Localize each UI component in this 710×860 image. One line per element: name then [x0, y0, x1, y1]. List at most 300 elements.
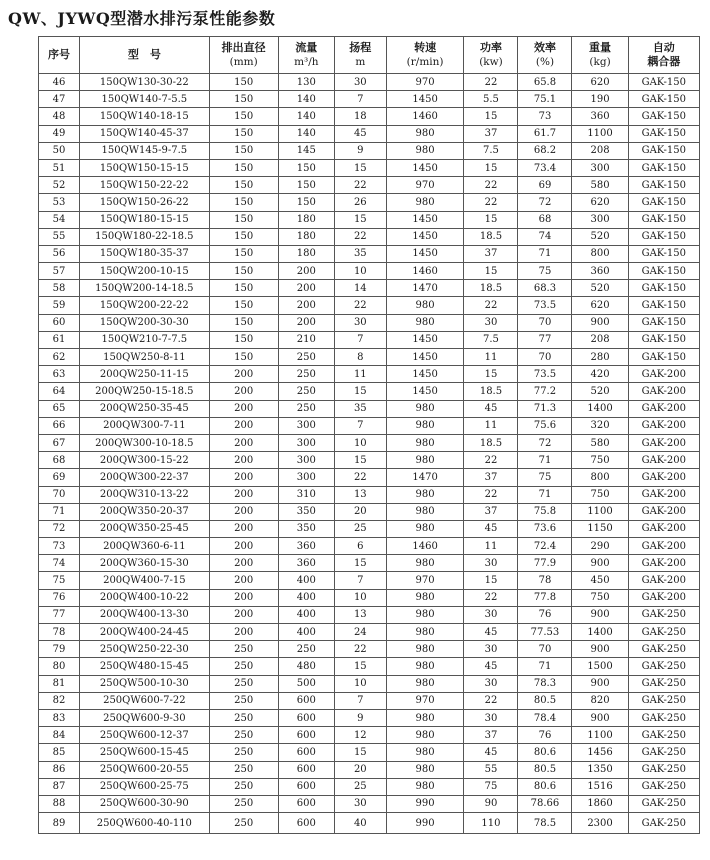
table-row [39, 641, 700, 658]
cell-efficiency: 68.2 [518, 142, 572, 159]
cell-no: 46 [39, 74, 80, 91]
cell-diameter: 150 [209, 349, 278, 366]
cell-coupling: GAK-250 [628, 795, 699, 812]
cell-diameter: 250 [209, 813, 278, 834]
cell-head: 45 [334, 125, 386, 142]
cell-speed: 1470 [386, 280, 464, 297]
cell-efficiency: 65.8 [518, 74, 572, 91]
cell-efficiency: 72 [518, 194, 572, 211]
cell-speed: 970 [386, 74, 464, 91]
cell-flow: 600 [278, 692, 334, 709]
table-row [39, 314, 700, 331]
cell-power: 110 [464, 813, 518, 834]
cell-diameter: 150 [209, 263, 278, 280]
cell-flow: 400 [278, 589, 334, 606]
cell-flow: 360 [278, 538, 334, 555]
cell-speed: 980 [386, 778, 464, 795]
cell-power: 22 [464, 486, 518, 503]
cell-coupling: GAK-200 [628, 538, 699, 555]
cell-head: 9 [334, 709, 386, 726]
cell-diameter: 200 [209, 572, 278, 589]
cell-flow: 400 [278, 572, 334, 589]
cell-diameter: 250 [209, 658, 278, 675]
cell-efficiency: 76 [518, 727, 572, 744]
cell-diameter: 250 [209, 692, 278, 709]
cell-head: 30 [334, 795, 386, 812]
cell-flow: 600 [278, 709, 334, 726]
cell-power: 15 [464, 211, 518, 228]
cell-model: 250QW250-22-30 [80, 641, 210, 658]
cell-efficiency: 70 [518, 314, 572, 331]
cell-efficiency: 80.6 [518, 744, 572, 761]
cell-diameter: 200 [209, 503, 278, 520]
cell-weight: 900 [572, 675, 628, 692]
cell-power: 15 [464, 263, 518, 280]
cell-coupling: GAK-200 [628, 486, 699, 503]
cell-efficiency: 73.4 [518, 159, 572, 176]
cell-efficiency: 68 [518, 211, 572, 228]
cell-no: 50 [39, 142, 80, 159]
table-row [39, 331, 700, 348]
table-row [39, 606, 700, 623]
cell-weight: 900 [572, 641, 628, 658]
table-row [39, 74, 700, 91]
cell-weight: 750 [572, 452, 628, 469]
cell-power: 11 [464, 417, 518, 434]
cell-efficiency: 71.3 [518, 400, 572, 417]
header-unit: (kg) [589, 56, 611, 68]
cell-power: 18.5 [464, 280, 518, 297]
cell-flow: 600 [278, 727, 334, 744]
cell-efficiency: 72 [518, 434, 572, 451]
cell-coupling: GAK-250 [628, 624, 699, 641]
cell-speed: 980 [386, 658, 464, 675]
cell-head: 24 [334, 624, 386, 641]
cell-power: 18.5 [464, 383, 518, 400]
cell-power: 22 [464, 194, 518, 211]
cell-coupling: GAK-200 [628, 555, 699, 572]
cell-model: 150QW250-8-11 [80, 349, 210, 366]
cell-weight: 620 [572, 194, 628, 211]
cell-efficiency: 80.5 [518, 692, 572, 709]
cell-flow: 600 [278, 795, 334, 812]
cell-speed: 980 [386, 503, 464, 520]
cell-flow: 250 [278, 383, 334, 400]
cell-coupling: GAK-150 [628, 159, 699, 176]
cell-diameter: 250 [209, 778, 278, 795]
cell-speed: 980 [386, 194, 464, 211]
cell-coupling: GAK-200 [628, 503, 699, 520]
cell-model: 150QW210-7-7.5 [80, 331, 210, 348]
cell-efficiency: 77.2 [518, 383, 572, 400]
cell-speed: 1450 [386, 159, 464, 176]
cell-head: 10 [334, 675, 386, 692]
cell-head: 35 [334, 245, 386, 262]
cell-flow: 600 [278, 744, 334, 761]
cell-model: 250QW500-10-30 [80, 675, 210, 692]
header-model [80, 37, 210, 74]
cell-model: 200QW300-15-22 [80, 452, 210, 469]
cell-efficiency: 71 [518, 452, 572, 469]
table-row [39, 658, 700, 675]
cell-coupling: GAK-150 [628, 177, 699, 194]
cell-no: 49 [39, 125, 80, 142]
cell-flow: 180 [278, 211, 334, 228]
cell-weight: 900 [572, 709, 628, 726]
cell-power: 15 [464, 108, 518, 125]
cell-diameter: 150 [209, 211, 278, 228]
cell-head: 22 [334, 177, 386, 194]
cell-efficiency: 73 [518, 108, 572, 125]
cell-speed: 1460 [386, 538, 464, 555]
cell-weight: 300 [572, 159, 628, 176]
cell-power: 45 [464, 520, 518, 537]
cell-no: 84 [39, 727, 80, 744]
cell-flow: 300 [278, 434, 334, 451]
table-row [39, 434, 700, 451]
cell-efficiency: 73.5 [518, 297, 572, 314]
cell-coupling: GAK-200 [628, 417, 699, 434]
cell-diameter: 200 [209, 469, 278, 486]
cell-diameter: 200 [209, 383, 278, 400]
cell-no: 75 [39, 572, 80, 589]
cell-model: 150QW180-15-15 [80, 211, 210, 228]
cell-head: 7 [334, 417, 386, 434]
cell-model: 200QW360-15-30 [80, 555, 210, 572]
cell-model: 200QW310-13-22 [80, 486, 210, 503]
table-row [39, 675, 700, 692]
cell-speed: 980 [386, 125, 464, 142]
header-unit: (mm) [229, 56, 258, 68]
table-row [39, 349, 700, 366]
cell-efficiency: 71 [518, 658, 572, 675]
cell-no: 69 [39, 469, 80, 486]
table-row [39, 469, 700, 486]
cell-speed: 980 [386, 641, 464, 658]
cell-efficiency: 75.6 [518, 417, 572, 434]
cell-head: 22 [334, 228, 386, 245]
cell-head: 40 [334, 813, 386, 834]
cell-efficiency: 75.8 [518, 503, 572, 520]
cell-model: 150QW180-35-37 [80, 245, 210, 262]
cell-diameter: 150 [209, 177, 278, 194]
cell-speed: 1450 [386, 211, 464, 228]
cell-model: 150QW140-18-15 [80, 108, 210, 125]
cell-power: 37 [464, 125, 518, 142]
cell-coupling: GAK-150 [628, 245, 699, 262]
table-row [39, 142, 700, 159]
table-row [39, 366, 700, 383]
cell-no: 64 [39, 383, 80, 400]
cell-flow: 180 [278, 228, 334, 245]
table-row [39, 91, 700, 108]
cell-model: 150QW200-22-22 [80, 297, 210, 314]
cell-model: 250QW600-7-22 [80, 692, 210, 709]
cell-efficiency: 76 [518, 606, 572, 623]
cell-coupling: GAK-200 [628, 383, 699, 400]
cell-flow: 200 [278, 297, 334, 314]
table-row [39, 503, 700, 520]
cell-flow: 300 [278, 417, 334, 434]
cell-flow: 250 [278, 641, 334, 658]
cell-power: 22 [464, 297, 518, 314]
cell-coupling: GAK-200 [628, 400, 699, 417]
cell-no: 55 [39, 228, 80, 245]
cell-weight: 520 [572, 280, 628, 297]
cell-head: 35 [334, 400, 386, 417]
header-label: 扬程 [349, 41, 372, 54]
cell-weight: 620 [572, 297, 628, 314]
cell-power: 7.5 [464, 331, 518, 348]
cell-diameter: 200 [209, 366, 278, 383]
page-title: QW、JYWQ型潜水排污泵性能参数 [8, 9, 276, 28]
cell-no: 87 [39, 778, 80, 795]
cell-efficiency: 74 [518, 228, 572, 245]
cell-coupling: GAK-250 [628, 778, 699, 795]
cell-head: 26 [334, 194, 386, 211]
cell-speed: 1460 [386, 108, 464, 125]
table-body [39, 74, 700, 834]
cell-power: 37 [464, 469, 518, 486]
cell-power: 45 [464, 744, 518, 761]
cell-power: 30 [464, 709, 518, 726]
table-row [39, 486, 700, 503]
cell-diameter: 150 [209, 194, 278, 211]
cell-flow: 130 [278, 74, 334, 91]
cell-model: 150QW150-15-15 [80, 159, 210, 176]
cell-coupling: GAK-250 [628, 727, 699, 744]
cell-speed: 1450 [386, 228, 464, 245]
cell-model: 150QW150-22-22 [80, 177, 210, 194]
cell-speed: 1450 [386, 331, 464, 348]
table-row [39, 159, 700, 176]
cell-no: 60 [39, 314, 80, 331]
cell-flow: 310 [278, 486, 334, 503]
cell-flow: 360 [278, 555, 334, 572]
cell-flow: 145 [278, 142, 334, 159]
header-no [39, 37, 80, 74]
table-row [39, 125, 700, 142]
table-row [39, 520, 700, 537]
cell-diameter: 150 [209, 297, 278, 314]
cell-speed: 1470 [386, 469, 464, 486]
cell-flow: 140 [278, 108, 334, 125]
cell-speed: 1460 [386, 263, 464, 280]
cell-flow: 140 [278, 125, 334, 142]
cell-diameter: 150 [209, 74, 278, 91]
cell-weight: 1860 [572, 795, 628, 812]
table-row [39, 194, 700, 211]
cell-no: 77 [39, 606, 80, 623]
cell-flow: 400 [278, 606, 334, 623]
cell-power: 18.5 [464, 434, 518, 451]
cell-speed: 980 [386, 744, 464, 761]
cell-head: 15 [334, 555, 386, 572]
cell-weight: 1100 [572, 727, 628, 744]
cell-speed: 980 [386, 297, 464, 314]
cell-no: 83 [39, 709, 80, 726]
cell-weight: 2300 [572, 813, 628, 834]
cell-no: 48 [39, 108, 80, 125]
cell-speed: 1450 [386, 383, 464, 400]
cell-head: 8 [334, 349, 386, 366]
cell-power: 5.5 [464, 91, 518, 108]
header-unit: (%) [535, 56, 555, 68]
cell-efficiency: 68.3 [518, 280, 572, 297]
cell-model: 150QW200-10-15 [80, 263, 210, 280]
cell-head: 15 [334, 383, 386, 400]
cell-weight: 280 [572, 349, 628, 366]
cell-power: 22 [464, 74, 518, 91]
cell-coupling: GAK-150 [628, 263, 699, 280]
cell-model: 200QW360-6-11 [80, 538, 210, 555]
table-row [39, 709, 700, 726]
cell-model: 250QW600-15-45 [80, 744, 210, 761]
cell-flow: 480 [278, 658, 334, 675]
header-unit: m [355, 56, 366, 68]
cell-speed: 980 [386, 142, 464, 159]
cell-head: 15 [334, 658, 386, 675]
cell-speed: 980 [386, 314, 464, 331]
cell-flow: 300 [278, 452, 334, 469]
cell-coupling: GAK-150 [628, 331, 699, 348]
cell-speed: 980 [386, 709, 464, 726]
cell-coupling: GAK-250 [628, 709, 699, 726]
cell-weight: 1350 [572, 761, 628, 778]
cell-efficiency: 75 [518, 263, 572, 280]
cell-head: 7 [334, 692, 386, 709]
cell-flow: 150 [278, 194, 334, 211]
cell-model: 200QW350-20-37 [80, 503, 210, 520]
cell-weight: 620 [572, 74, 628, 91]
cell-power: 55 [464, 761, 518, 778]
cell-diameter: 250 [209, 641, 278, 658]
header-label: 自动 [652, 41, 675, 54]
cell-model: 250QW480-15-45 [80, 658, 210, 675]
cell-weight: 360 [572, 263, 628, 280]
cell-no: 54 [39, 211, 80, 228]
cell-flow: 210 [278, 331, 334, 348]
cell-coupling: GAK-150 [628, 74, 699, 91]
cell-efficiency: 70 [518, 349, 572, 366]
cell-flow: 200 [278, 263, 334, 280]
cell-efficiency: 73.6 [518, 520, 572, 537]
cell-flow: 150 [278, 177, 334, 194]
cell-speed: 980 [386, 520, 464, 537]
cell-weight: 520 [572, 228, 628, 245]
cell-power: 37 [464, 245, 518, 262]
cell-weight: 1500 [572, 658, 628, 675]
cell-efficiency: 78.66 [518, 795, 572, 812]
cell-speed: 970 [386, 177, 464, 194]
cell-flow: 200 [278, 314, 334, 331]
cell-flow: 200 [278, 280, 334, 297]
header-label: 效率 [533, 41, 556, 54]
cell-no: 63 [39, 366, 80, 383]
cell-weight: 1100 [572, 125, 628, 142]
cell-efficiency: 78.5 [518, 813, 572, 834]
table-row [39, 228, 700, 245]
cell-no: 88 [39, 795, 80, 812]
cell-power: 15 [464, 159, 518, 176]
cell-head: 15 [334, 744, 386, 761]
cell-model: 200QW300-10-18.5 [80, 434, 210, 451]
cell-coupling: GAK-200 [628, 520, 699, 537]
cell-flow: 400 [278, 624, 334, 641]
cell-efficiency: 80.5 [518, 761, 572, 778]
table-row [39, 263, 700, 280]
cell-model: 250QW600-9-30 [80, 709, 210, 726]
cell-no: 51 [39, 159, 80, 176]
cell-model: 250QW600-12-37 [80, 727, 210, 744]
cell-weight: 450 [572, 572, 628, 589]
cell-power: 11 [464, 538, 518, 555]
cell-no: 79 [39, 641, 80, 658]
table-row [39, 297, 700, 314]
cell-coupling: GAK-250 [628, 692, 699, 709]
cell-weight: 1100 [572, 503, 628, 520]
cell-flow: 350 [278, 520, 334, 537]
cell-weight: 900 [572, 314, 628, 331]
table-row [39, 280, 700, 297]
table-row [39, 211, 700, 228]
cell-flow: 600 [278, 761, 334, 778]
cell-model: 250QW600-25-75 [80, 778, 210, 795]
cell-model: 200QW350-25-45 [80, 520, 210, 537]
cell-diameter: 150 [209, 142, 278, 159]
cell-diameter: 150 [209, 314, 278, 331]
cell-power: 30 [464, 675, 518, 692]
cell-no: 53 [39, 194, 80, 211]
cell-weight: 580 [572, 434, 628, 451]
cell-model: 200QW300-7-11 [80, 417, 210, 434]
cell-coupling: GAK-250 [628, 641, 699, 658]
cell-head: 30 [334, 74, 386, 91]
cell-speed: 980 [386, 624, 464, 641]
cell-coupling: GAK-150 [628, 211, 699, 228]
cell-model: 150QW140-7-5.5 [80, 91, 210, 108]
header-label: 耦合器 [647, 55, 681, 68]
cell-coupling: GAK-250 [628, 761, 699, 778]
table-row [39, 624, 700, 641]
cell-coupling: GAK-150 [628, 108, 699, 125]
cell-head: 10 [334, 589, 386, 606]
cell-speed: 980 [386, 400, 464, 417]
performance-table [38, 36, 700, 834]
cell-no: 62 [39, 349, 80, 366]
cell-flow: 250 [278, 400, 334, 417]
header-speed [386, 37, 464, 74]
cell-head: 18 [334, 108, 386, 125]
cell-power: 45 [464, 658, 518, 675]
cell-no: 74 [39, 555, 80, 572]
cell-weight: 520 [572, 383, 628, 400]
cell-flow: 250 [278, 349, 334, 366]
cell-coupling: GAK-200 [628, 434, 699, 451]
cell-weight: 800 [572, 469, 628, 486]
cell-weight: 580 [572, 177, 628, 194]
cell-power: 90 [464, 795, 518, 812]
cell-diameter: 250 [209, 795, 278, 812]
cell-speed: 980 [386, 555, 464, 572]
cell-diameter: 250 [209, 727, 278, 744]
header-label: 序号 [48, 48, 71, 61]
cell-speed: 990 [386, 795, 464, 812]
cell-power: 30 [464, 641, 518, 658]
cell-no: 81 [39, 675, 80, 692]
cell-head: 7 [334, 91, 386, 108]
cell-weight: 1456 [572, 744, 628, 761]
